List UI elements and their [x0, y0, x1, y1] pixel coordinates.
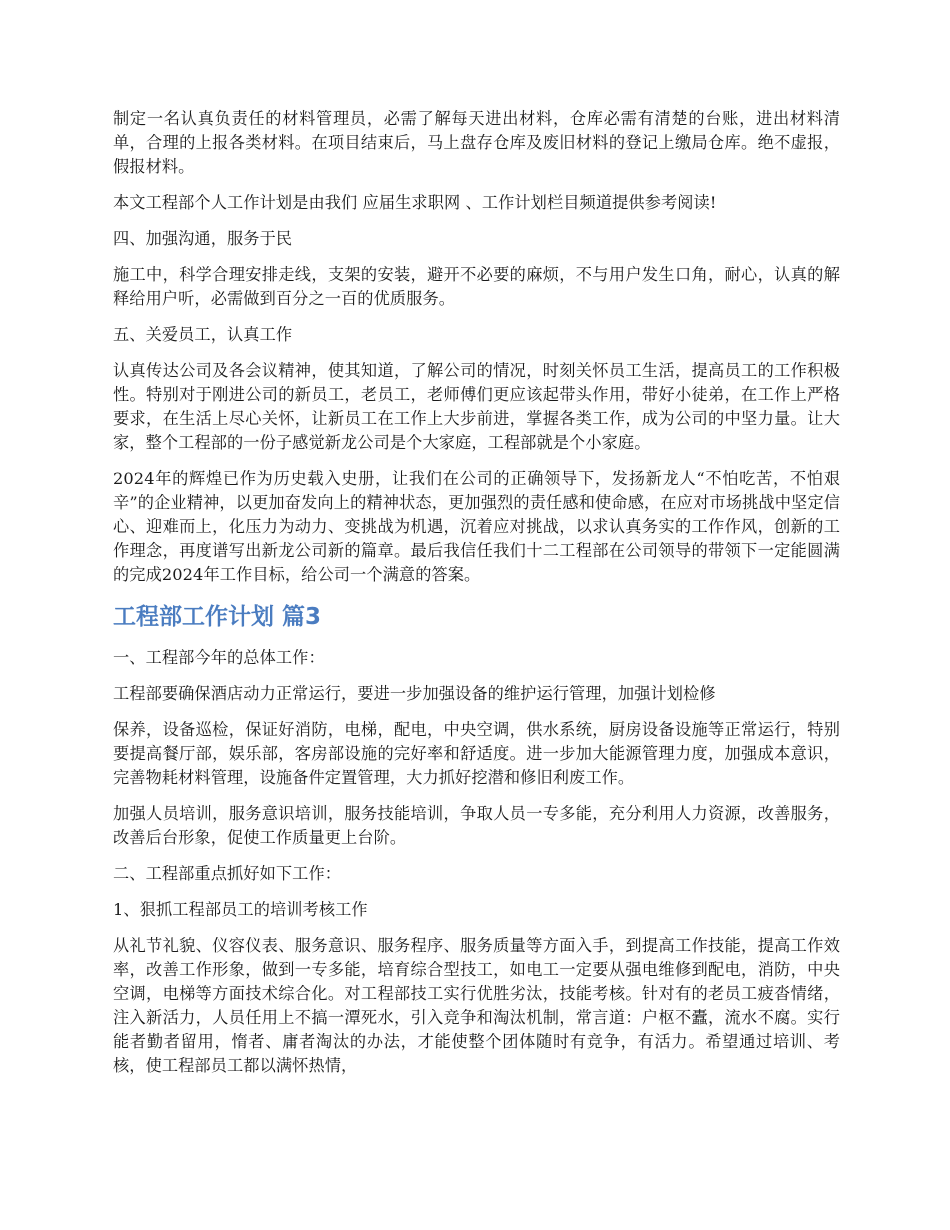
paragraph-material-manager: 制定一名认真负责任的材料管理员，必需了解每天进出材料，仓库必需有清楚的台账，进出材料清单，合理的上报各类材料。在项目结束后，马上盘存仓库及废旧材料的登记上缴局仓库。绝不虚报，假报材料。 — [113, 109, 840, 176]
subheading-care-staff: 五、关爱员工，认真工作 — [113, 325, 293, 344]
paragraph-care-staff: 认真传达公司及各会议精神，使其知道，了解公司的情况，时刻关怀员工生活，提高员工的工作积极性。特别对于刚进公司的新员工，老员工，老师傅们更应该起带头作用，带好小徒弟，在工作上严格要求，在生活上尽心关怀，让新员工在工作上大步前进，掌握各类工作，成为公司的中坚力量。让大家，整个工程部的一份子感觉新龙公司是个大家庭，工程部就是个小家庭。 — [113, 361, 840, 452]
paragraph-training: 加强人员培训，服务意识培训，服务技能培训，争取人员一专多能，充分利用人力资源，改善服务，改善后台形象，促使工作质量更上台阶。 — [113, 804, 840, 847]
subheading-overall-work: 一、工程部今年的总体工作： — [113, 648, 325, 667]
paragraph-source-note: 本文工程部个人工作计划是由我们 应届生求职网 、工作计划栏目频道提供参考阅读! — [113, 193, 717, 212]
paragraph-power-operation: 工程部要确保酒店动力正常运行，要进一步加强设备的维护运行管理，加强计划检修 — [113, 684, 716, 703]
subheading-staff-training: 1、狠抓工程部员工的培训考核工作 — [113, 900, 368, 919]
paragraph-staff-training: 从礼节礼貌、仪容仪表、服务意识、服务程序、服务质量等方面入手，到提高工作技能，提高工作效率，改善工作形象，做到一专多能，培育综合型技工，如电工一定要从强电维修到配电，消防，中央空调，电梯等方面技术综合化。对工程部技工实行优胜劣汰，技能考核。针对有的老员工疲沓情绪，注入新活力，人员任用上不搞一潭死水，引入竞争和淘汰机制，常言道：户枢不蠹，流水不腐。实行能者勤者留用，惰者、庸者淘汰的办法，才能使整个团体随时有竞争，有活力。希望通过培训、考核，使工程部员工都以满怀热情， — [113, 936, 840, 1075]
paragraph-conclusion: 2024年的辉煌已作为历史载入史册，让我们在公司的正确领导下，发扬新龙人“不怕吃苦，不怕艰辛”的企业精神，以更加奋发向上的精神状态，更加强烈的责任感和使命感，在应对市场挑战中坚定信心、迎难而上，化压力为动力、变挑战为机遇，沉着应对挑战，以求认真务实的工作作风，创新的工作理念，再度谱写出新龙公司新的篇章。最后我信任我们十二工程部在公司领导的带领下一定能圆满的完成2024年工作目标，给公司一个满意的答案。 — [113, 469, 840, 584]
paragraph-construction: 施工中，科学合理安排走线，支架的安装，避开不必要的麻烦，不与用户发生口角，耐心，认真的解释给用户听，必需做到百分之一百的优质服务。 — [113, 265, 840, 308]
subheading-key-work: 二、工程部重点抓好如下工作： — [113, 864, 342, 883]
subheading-communication: 四、加强沟通，服务于民 — [113, 229, 293, 248]
section-title: 工程部工作计划 篇3 — [113, 604, 322, 630]
paragraph-maintenance: 保养，设备巡检，保证好消防，电梯，配电，中央空调，供水系统，厨房设备设施等正常运行，特别要提高餐厅部，娱乐部，客房部设施的完好率和舒适度。进一步加大能源管理力度，加强成本意识，完善物耗材料管理，设施备件定置管理，大力抓好挖潜和修旧利废工作。 — [113, 720, 840, 787]
